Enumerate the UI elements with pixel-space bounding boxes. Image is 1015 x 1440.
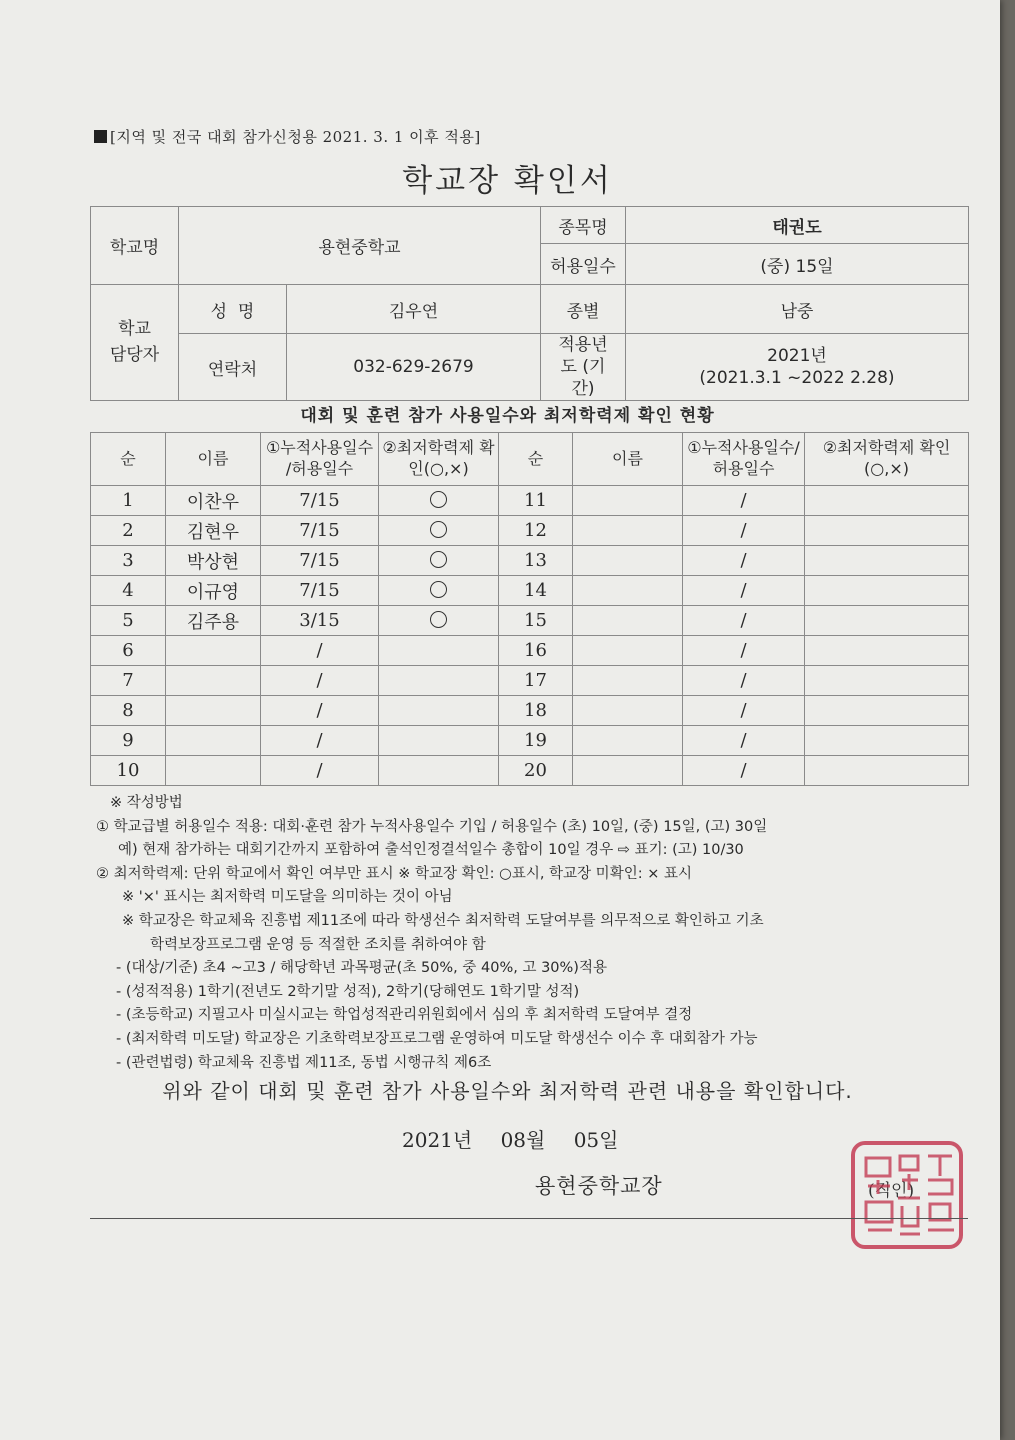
- note-line: - (대상/기준) 초4 ~고3 / 해당학년 과목평균(초 50%, 중 40%, 고 30%)적용: [116, 960, 607, 977]
- used-days: /: [683, 486, 805, 516]
- student-name: 이찬우: [166, 486, 261, 516]
- used-days: /: [683, 636, 805, 666]
- used-days: /: [683, 726, 805, 756]
- student-name: [573, 756, 683, 786]
- used-days: /: [261, 666, 379, 696]
- row-number: 13: [499, 546, 573, 576]
- header-check-left: ②최저학력제 확인(○,×): [379, 433, 499, 486]
- table-row: [91, 636, 969, 666]
- header-name-right: 이름: [573, 433, 683, 486]
- check-circle-icon: [430, 611, 447, 628]
- student-name: [166, 636, 261, 666]
- seal-suffix: (직인): [868, 1181, 915, 1201]
- student-name: [573, 546, 683, 576]
- academic-check: [805, 486, 969, 516]
- school-label: 학교명: [91, 207, 179, 285]
- student-name: [573, 696, 683, 726]
- table-row: [91, 726, 969, 756]
- used-days: /: [683, 606, 805, 636]
- used-days: 7/15: [261, 546, 379, 576]
- note-line: - (초등학교) 지필고사 미실시교는 학업성적관리위원회에서 심의 후 최저학력 도달여부 결정: [116, 1007, 693, 1024]
- student-name: [573, 516, 683, 546]
- roster-header-row: [91, 433, 969, 486]
- name-label: 성 명: [179, 285, 287, 334]
- row-number: 5: [91, 606, 166, 636]
- row-number: 17: [499, 666, 573, 696]
- academic-check: [379, 606, 499, 636]
- header-no-right: 순: [499, 433, 573, 486]
- row-number: 11: [499, 486, 573, 516]
- note-line: ② 최저학력제: 단위 학교에서 확인 여부만 표시 ※ 학교장 확인: ○표시, 학교장 미확인: × 표시: [96, 865, 692, 882]
- header-name-left: 이름: [166, 433, 261, 486]
- used-days: /: [261, 696, 379, 726]
- used-days: /: [683, 546, 805, 576]
- table-row: [91, 606, 969, 636]
- row-number: 7: [91, 666, 166, 696]
- academic-check: [805, 546, 969, 576]
- student-name: 김주용: [166, 606, 261, 636]
- row-number: 9: [91, 726, 166, 756]
- event-value: 태권도: [626, 207, 969, 244]
- contact-value: 032-629-2679: [287, 334, 541, 401]
- table-row: [91, 666, 969, 696]
- academic-check: [379, 636, 499, 666]
- used-days: 3/15: [261, 606, 379, 636]
- contact-label: 연락처: [179, 334, 287, 401]
- issue-date: 2021년 08월 05일: [402, 1128, 619, 1152]
- header-used-right: ①누적사용일수/ 허용일수: [683, 433, 805, 486]
- academic-check: [805, 606, 969, 636]
- used-days: 7/15: [261, 576, 379, 606]
- table-row: [91, 576, 969, 606]
- bottom-rule: [90, 1218, 968, 1219]
- row-number: 2: [91, 516, 166, 546]
- writing-instructions: [96, 792, 966, 1075]
- student-name: [573, 576, 683, 606]
- roster-subtitle: 대회 및 훈련 참가 사용일수와 최저학력제 확인 현황: [300, 406, 715, 426]
- academic-check: [805, 516, 969, 546]
- table-row: [91, 546, 969, 576]
- student-name: [573, 636, 683, 666]
- academic-check: [379, 726, 499, 756]
- check-circle-icon: [430, 491, 447, 508]
- student-name: 박상현: [166, 546, 261, 576]
- student-name: [166, 726, 261, 756]
- note-line: - (최저학력 미도달) 학교장은 기초학력보장프로그램 운영하여 미도달 학생선수 이수 후 대회참가 가능: [116, 1030, 758, 1047]
- row-number: 14: [499, 576, 573, 606]
- note-line: 예) 현재 참가하는 대회기간까지 포함하여 출석인정결석일수 총합이 10일 경우 ⇨ 표기: (고) 10/30: [118, 842, 744, 859]
- header-no-left: 순: [91, 433, 166, 486]
- square-bullet-icon: [94, 130, 107, 143]
- name-value: 김우연: [287, 285, 541, 334]
- academic-check: [805, 726, 969, 756]
- student-name: 김현우: [166, 516, 261, 546]
- notes-heading: ※ 작성방법: [110, 795, 183, 811]
- student-name: [573, 606, 683, 636]
- used-days: /: [261, 726, 379, 756]
- check-circle-icon: [430, 581, 447, 598]
- check-circle-icon: [430, 551, 447, 568]
- row-number: 16: [499, 636, 573, 666]
- academic-check: [379, 696, 499, 726]
- academic-check: [379, 666, 499, 696]
- used-days: /: [683, 516, 805, 546]
- note-line: - (성적적용) 1학기(전년도 2학기말 성적), 2학기(당해연도 1학기말 성적): [116, 983, 580, 1000]
- academic-check: [379, 576, 499, 606]
- header-used-left: ①누적사용일수 /허용일수: [261, 433, 379, 486]
- year-cell: [626, 334, 969, 401]
- allowed-days-label: 허용일수: [541, 244, 626, 285]
- academic-check: [805, 696, 969, 726]
- used-days: /: [683, 696, 805, 726]
- academic-check: [379, 516, 499, 546]
- table-row: [91, 756, 969, 786]
- student-name: [166, 666, 261, 696]
- note-line: ① 학교급별 허용일수 적용: 대회·훈련 참가 누적사용일수 기입 / 허용일수 (초) 10일, (중) 15일, (고) 30일: [96, 818, 768, 835]
- table-row: [91, 696, 969, 726]
- principal-signature: 용현중학교장: [535, 1174, 663, 1198]
- academic-check: [805, 576, 969, 606]
- table-row: [91, 516, 969, 546]
- row-number: 10: [91, 756, 166, 786]
- header-note-text: [지역 및 전국 대회 참가신청용 2021. 3. 1 이후 적용]: [110, 128, 481, 146]
- student-name: [166, 756, 261, 786]
- school-info-table: [90, 206, 969, 401]
- year-value: 2021년: [767, 346, 827, 367]
- school-seal-icon: [848, 1140, 966, 1252]
- school-value: 용현중학교: [179, 207, 541, 285]
- header-note: [94, 126, 481, 147]
- student-name: [573, 666, 683, 696]
- used-days: /: [261, 636, 379, 666]
- row-number: 19: [499, 726, 573, 756]
- roster-table: [90, 432, 969, 786]
- student-name: [166, 696, 261, 726]
- row-number: 18: [499, 696, 573, 726]
- row-number: 4: [91, 576, 166, 606]
- used-days: /: [683, 756, 805, 786]
- academic-check: [379, 756, 499, 786]
- used-days: /: [261, 756, 379, 786]
- academic-check: [379, 486, 499, 516]
- used-days: /: [683, 576, 805, 606]
- row-number: 6: [91, 636, 166, 666]
- category-value: 남중: [626, 285, 969, 334]
- header-check-right: ②최저학력제 확인(○,×): [805, 433, 969, 486]
- academic-check: [379, 546, 499, 576]
- student-name: [573, 486, 683, 516]
- row-number: 20: [499, 756, 573, 786]
- year-label: 적용년도 (기간): [541, 334, 626, 401]
- document-title: 학교장 확인서: [402, 163, 613, 199]
- used-days: 7/15: [261, 486, 379, 516]
- confirmation-statement: 위와 같이 대회 및 훈련 참가 사용일수와 최저학력 관련 내용을 확인합니다.: [162, 1079, 853, 1103]
- event-label: 종목명: [541, 207, 626, 244]
- academic-check: [805, 666, 969, 696]
- student-name: [573, 726, 683, 756]
- note-line: ※ '×' 표시는 최저학력 미도달을 의미하는 것이 아님: [122, 889, 453, 906]
- used-days: /: [683, 666, 805, 696]
- note-line: ※ 학교장은 학교체육 진흥법 제11조에 따라 학생선수 최저학력 도달여부를 의무적으로 확인하고 기초: [122, 912, 764, 929]
- note-line: 학력보장프로그램 운영 등 적절한 조치를 취하여야 함: [150, 936, 486, 953]
- row-number: 12: [499, 516, 573, 546]
- allowed-days-value: (중) 15일: [626, 244, 969, 285]
- row-number: 1: [91, 486, 166, 516]
- row-number: 15: [499, 606, 573, 636]
- student-name: 이규영: [166, 576, 261, 606]
- manager-label: 학교 담당자: [91, 285, 179, 401]
- note-line: - (관련법령) 학교체육 진흥법 제11조, 동법 시행규칙 제6조: [116, 1054, 492, 1071]
- row-number: 3: [91, 546, 166, 576]
- period-value: (2021.3.1 ~2022 2.28): [699, 368, 895, 389]
- row-number: 8: [91, 696, 166, 726]
- category-label: 종별: [541, 285, 626, 334]
- academic-check: [805, 756, 969, 786]
- academic-check: [805, 636, 969, 666]
- check-circle-icon: [430, 521, 447, 538]
- used-days: 7/15: [261, 516, 379, 546]
- table-row: [91, 486, 969, 516]
